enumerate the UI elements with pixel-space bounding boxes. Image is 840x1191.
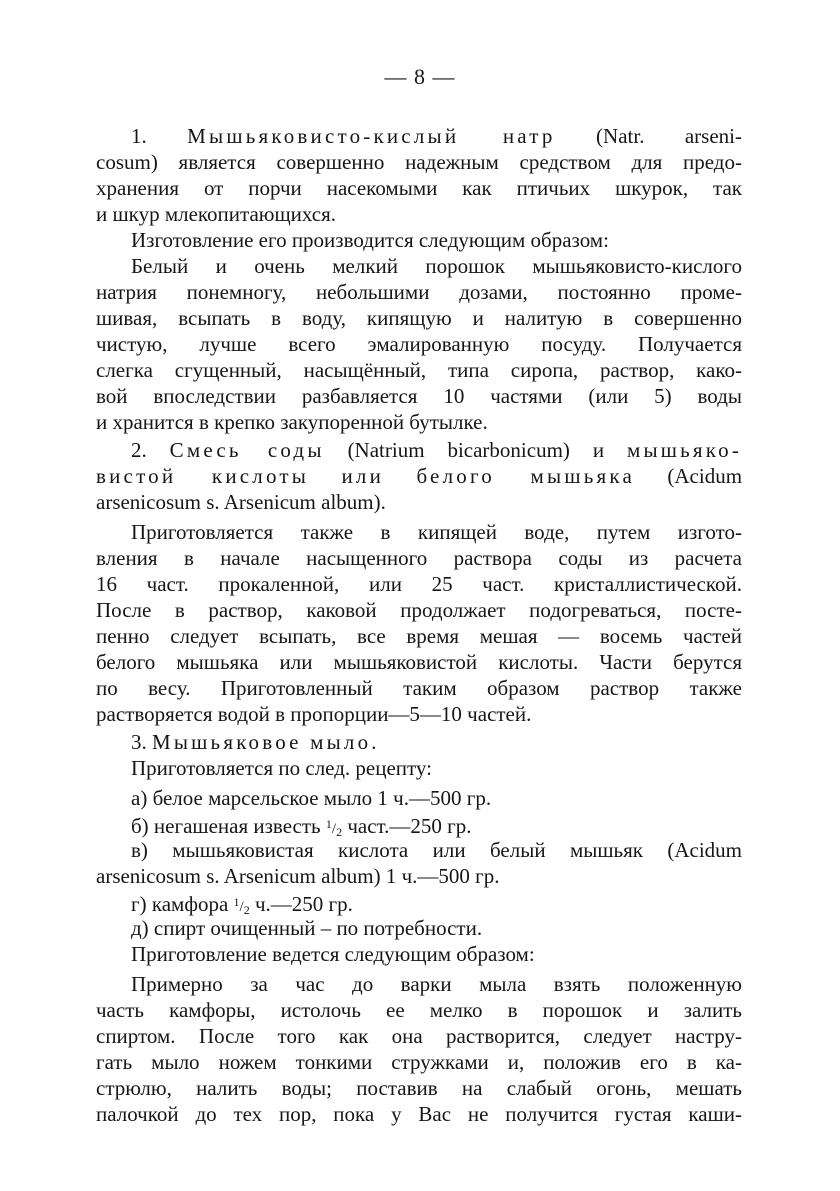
text-line: хранения от порчи насекомыми как птичьих шкурок, так [96,176,742,200]
text-line: Приготовляется также в кипящей воде, путем изгото- [131,520,742,544]
text-line: 2. Смесь соды (Natrium bicarbonicum) и мышьяко- [131,438,743,462]
section-heading: Смесь соды [169,438,325,462]
text-line: Примерно за час до варки мыла взять положенную [131,972,742,996]
text-line: слегка сгущенный, насыщённый, типа сиропа, раствор, како- [96,358,742,382]
text-line: cosum) является совершенно надежным средством для предо- [96,150,742,174]
text-line: палочкой до тех пор, пока у Вас не получится густая каши- [96,1102,742,1126]
recipe-item: в) мышьяковистая кислота или белый мышьяк (Acidum [131,838,742,862]
text-line: стрюлю, налить воды; поставив на слабый огонь, мешать [96,1076,742,1100]
text-line: вления в начале насыщенного раствора соды из расчета [96,546,742,570]
text-line: 3. Мышьяковое мыло. [131,730,380,754]
text-line: arsenicosum s. Arsenicum album). [96,490,386,514]
text-line: спиртом. После того как она растворится, следует настру- [96,1024,742,1048]
section-heading: Мышьяковисто-кислый натр [187,124,556,148]
text-line: 1. Мышьяковисто-кислый натр (Natr. arseni- [131,124,742,148]
text-line: Белый и очень мелкий порошок мышьяковисто-кислого [131,254,742,278]
text-line: arsenicosum s. Arsenicum album) 1 ч.—500 гр. [96,864,500,888]
text-line: вой впоследствии разбавляется 10 частями (или 5) воды [96,384,742,408]
text-line: шивая, всыпать в воду, кипящую и налитую в совершенно [96,306,742,330]
text-line: часть камфоры, истолочь ее мелко в порошок и залить [96,998,742,1022]
text-line: и хранится в крепко закупоренной бутылке. [96,410,488,434]
text-line: растворяется водой в пропорции—5—10 частей. [96,702,532,726]
text-line: вистой кислоты или белого мышьяка (Acidum [96,464,743,488]
text-line: белого мышьяка или мышьяковистой кислоты. Части берутся [96,650,742,674]
text-line: Изготовление его производится следующим образом: [131,228,609,252]
text-line: пенно следует всыпать, все время мешая — восемь частей [96,624,742,648]
text-line: гать мыло ножем тонкими стружками и, положив его в ка- [96,1050,742,1074]
page-number: — 8 — [384,64,456,89]
recipe-item: д) спирт очищенный – по потребности. [131,916,483,940]
text-line: После в раствор, каковой продолжает подогреваться, посте- [96,598,742,622]
text-line: Приготовляется по след. рецепту: [131,756,432,780]
recipe-item: а) белое марсельское мыло 1 ч.—500 гр. [131,786,492,810]
section-heading: Мышьяковое мыло. [152,730,380,754]
text-line: натрия понемногу, небольшими дозами, постоянно проме- [96,280,742,304]
text-line: 16 част. прокаленной, или 25 част. кристаллистической. [96,572,742,596]
text-line: чистую, лучше всего эмалированную посуду. Получается [96,332,742,356]
recipe-item: г) камфора $^1/_2$ ч.—250 гр. [131,892,353,917]
text-line: и шкур млекопитающихся. [96,202,336,226]
fraction-half: $^1/_2$ [325,817,343,839]
fraction-half: $^1/_2$ [233,895,250,917]
recipe-item: б) негашеная известь $^1/_2$ част.—250 гр. [131,814,472,839]
text-line: Приготовление ведется следующим образом: [131,942,535,966]
text-line: по весу. Приготовленный таким образом раствор также [96,676,742,700]
